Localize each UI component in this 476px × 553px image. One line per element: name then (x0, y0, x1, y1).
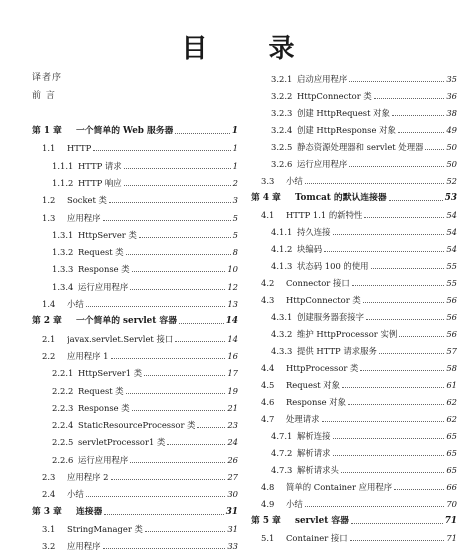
toc-chapter-entry[interactable] (32, 314, 238, 328)
toc-entry-title: 状态码 100 的使用 (297, 261, 369, 271)
toc-page-number: 14 (225, 316, 238, 327)
toc-page-number: 8 (232, 247, 238, 258)
toc-dot-leader (366, 318, 444, 320)
toc-section-entry[interactable] (32, 366, 238, 380)
toc-entry-title: HttpServer 类 (78, 229, 137, 240)
toc-entry-number: 3.2.1 (271, 74, 293, 84)
toc-dot-leader (103, 219, 231, 221)
toc-page-number: 33 (227, 541, 238, 552)
toc-section-entry[interactable] (32, 262, 238, 276)
toc-page-number: 65 (446, 431, 457, 441)
toc-entry-title: StringManager 类 (67, 523, 143, 534)
toc-section-entry[interactable] (32, 384, 238, 398)
toc-entry-title: 维护 HttpProcessor 实例 (297, 329, 398, 339)
page-title: 目 录 (181, 34, 321, 64)
toc-entry-number: 第 1 章 (32, 126, 62, 136)
toc-entry-title: 持久连接 (297, 227, 331, 237)
toc-section-entry[interactable] (32, 228, 238, 242)
toc-dot-leader (348, 403, 444, 405)
toc-section-entry[interactable] (32, 401, 238, 415)
toc-page-number: 71 (444, 516, 457, 526)
toc-entry-number: 1.3.2 (52, 247, 74, 258)
toc-section-entry[interactable] (251, 327, 457, 341)
toc-section-entry[interactable] (32, 245, 238, 259)
toc-entry-number: 1.1.2 (52, 177, 74, 188)
toc-entry-number: 2.4 (42, 489, 56, 500)
toc-page-number: 50 (446, 159, 457, 169)
toc-entry-title: 创建 HttpResponse 对象 (297, 125, 396, 135)
toc-dot-leader (175, 132, 229, 134)
toc-entry-number: 第 2 章 (32, 316, 62, 327)
toc-entry-number: 1.3.3 (52, 264, 74, 275)
toc-page-number: 23 (227, 420, 238, 431)
toc-entry-number: 4.1 (261, 210, 275, 220)
toc-entry-title: 提供 HTTP 请求服务 (297, 346, 377, 356)
toc-entry-number: 4.7.2 (271, 448, 293, 458)
toc-entry-title: Tomcat 的默认连接器 (295, 193, 387, 203)
toc-entry-number: 5.1 (261, 533, 275, 543)
toc-dot-leader (322, 420, 445, 422)
toc-dot-leader (398, 131, 444, 133)
toc-dot-leader (352, 284, 445, 286)
toc-page-number: 36 (446, 91, 457, 101)
toc-section-entry[interactable] (32, 159, 238, 173)
toc-dot-leader (167, 443, 225, 445)
toc-dot-leader (392, 114, 444, 116)
toc-entry-title: 简单的 Container 应用程序 (286, 482, 393, 492)
toc-entry-title: 应用程序 (67, 541, 101, 552)
toc-entry-title: servletProcessor1 类 (78, 437, 166, 448)
toc-entry-number: 4.7.1 (271, 431, 293, 441)
toc-entry-title: 一个简单的 Web 服务器 (76, 126, 174, 136)
toc-section-entry[interactable] (251, 106, 457, 120)
toc-page-number: 61 (446, 380, 457, 390)
toc-page-number: 57 (446, 346, 457, 356)
toc-page-number: 31 (225, 506, 238, 517)
toc-section-entry[interactable] (251, 344, 457, 358)
toc-section-entry[interactable] (32, 176, 238, 190)
toc-entry-title: javax.servlet.Servlet 接口 (67, 333, 174, 344)
toc-entry-title: 小结 (286, 176, 303, 186)
toc-chapter-entry[interactable] (32, 505, 238, 519)
toc-page-number: 56 (446, 295, 457, 305)
toc-entry-title: StaticResourceProcessor 类 (78, 420, 196, 431)
toc-entry-title: Request 类 (78, 247, 124, 258)
toc-dot-leader (144, 374, 225, 376)
toc-section-entry[interactable] (251, 174, 457, 188)
toc-entry-number: 2.2.6 (52, 454, 74, 465)
toc-section-entry[interactable] (251, 429, 457, 443)
toc-section-entry[interactable] (32, 332, 238, 346)
toc-page-number: 56 (446, 329, 457, 339)
toc-page-number: 26 (227, 454, 238, 465)
toc-front-preface[interactable]: 前 言 (32, 91, 56, 101)
toc-entry-title: 创建服务器套接字 (297, 312, 364, 322)
toc-entry-number: 2.2.1 (52, 368, 74, 379)
toc-dot-leader (132, 409, 226, 411)
toc-page-number: 21 (227, 402, 238, 413)
toc-dot-leader (399, 335, 444, 337)
toc-dot-leader (179, 322, 224, 324)
toc-dot-leader (132, 270, 226, 272)
toc-dot-leader (197, 426, 225, 428)
toc-entry-title: Response 对象 (286, 397, 347, 407)
toc-page-number: 17 (227, 368, 238, 379)
toc-section-entry[interactable] (32, 211, 238, 225)
toc-entry-number: 4.3.3 (271, 346, 293, 356)
toc-chapter-entry[interactable] (251, 191, 457, 205)
toc-entry-number: 第 5 章 (251, 516, 281, 526)
toc-page-number: 55 (446, 261, 457, 271)
toc-section-entry[interactable] (32, 141, 238, 155)
toc-dot-leader (379, 352, 444, 354)
toc-entry-number: 3.2 (42, 541, 56, 552)
toc-page-number: 56 (446, 312, 457, 322)
toc-dot-leader (374, 97, 445, 99)
toc-entry-number: 4.9 (261, 499, 275, 509)
toc-section-entry[interactable] (251, 123, 457, 137)
toc-entry-number: 4.2 (261, 278, 275, 288)
toc-section-entry[interactable] (251, 480, 457, 494)
toc-entry-number: 4.7.3 (271, 465, 293, 475)
toc-section-entry[interactable] (32, 522, 238, 536)
toc-section-entry[interactable] (251, 463, 457, 477)
toc-page-number: 24 (227, 437, 238, 448)
toc-section-entry[interactable] (251, 531, 457, 545)
toc-dot-leader (349, 80, 444, 82)
toc-page-number: 65 (446, 465, 457, 475)
toc-page-number: 2 (232, 177, 238, 188)
toc-page-number: 52 (446, 176, 457, 186)
toc-chapter-entry[interactable] (251, 514, 457, 528)
toc-entry-title: HTTP 请求 (78, 160, 122, 171)
toc-dot-leader (103, 547, 226, 549)
toc-entry-number: 第 3 章 (32, 506, 62, 517)
toc-entry-title: 解析连接 (297, 431, 331, 441)
toc-entry-title: 块编码 (297, 244, 323, 254)
toc-entry-number: 3.2.5 (271, 142, 293, 152)
toc-entry-title: HTTP 1.1 的新特性 (286, 210, 363, 220)
toc-entry-title: HttpConnector 类 (286, 295, 361, 305)
toc-section-entry[interactable] (251, 225, 457, 239)
toc-entry-number: 1.3.1 (52, 229, 74, 240)
toc-dot-leader (394, 488, 444, 490)
toc-entry-number: 2.2.3 (52, 402, 74, 413)
toc-dot-leader (341, 471, 444, 473)
toc-dot-leader (360, 369, 444, 371)
toc-entry-number: 4.1.3 (271, 261, 293, 271)
toc-dot-leader (363, 301, 445, 303)
toc-page-number: 53 (444, 193, 457, 203)
toc-entry-title: 运行应用程序 (78, 281, 129, 292)
toc-dot-leader (93, 149, 230, 151)
toc-dot-leader (111, 478, 226, 480)
toc-page-number: 50 (446, 142, 457, 152)
toc-page-number: 54 (446, 244, 457, 254)
toc-page-number: 1 (232, 160, 238, 171)
toc-section-entry[interactable] (251, 242, 457, 256)
toc-entry-number: 4.8 (261, 482, 275, 492)
toc-page-number: 49 (446, 125, 457, 135)
toc-entry-title: HttpProcessor 类 (286, 363, 359, 373)
toc-page-number: 14 (227, 333, 238, 344)
toc-page-number: 54 (446, 210, 457, 220)
toc-section-entry[interactable] (251, 395, 457, 409)
toc-dot-leader (333, 437, 445, 439)
toc-dot-leader (351, 522, 443, 524)
toc-dot-leader (130, 461, 225, 463)
toc-entry-number: 4.3 (261, 295, 275, 305)
toc-entry-title: 连接器 (76, 506, 103, 517)
toc-page-number: 62 (446, 414, 457, 424)
toc-dot-leader (324, 250, 444, 252)
toc-entry-title: HttpServer1 类 (78, 368, 143, 379)
toc-page-number: 70 (446, 499, 457, 509)
toc-section-entry[interactable] (251, 259, 457, 273)
toc-page-number: 35 (446, 74, 457, 84)
toc-dot-leader (350, 539, 445, 541)
toc-page-number: 71 (446, 533, 457, 543)
toc-entry-title: Request 对象 (286, 380, 341, 390)
toc-dot-leader (425, 148, 444, 150)
toc-section-entry[interactable] (251, 446, 457, 460)
toc-entry-title: 解析请求头 (297, 465, 339, 475)
toc-dot-leader (130, 288, 225, 290)
toc-entry-title: 解析请求 (297, 448, 331, 458)
toc-dot-leader (364, 216, 444, 218)
toc-page-number: 65 (446, 448, 457, 458)
toc-entry-number: 3.2.4 (271, 125, 293, 135)
toc-entry-number: 4.4 (261, 363, 275, 373)
toc-entry-title: 静态资源处理器和 servlet 处理器 (297, 142, 424, 152)
toc-dot-leader (333, 454, 445, 456)
toc-section-entry[interactable] (251, 72, 457, 86)
toc-dot-leader (145, 530, 225, 532)
toc-section-entry[interactable] (251, 157, 457, 171)
toc-page-number: 58 (446, 363, 457, 373)
toc-dot-leader (111, 357, 226, 359)
toc-dot-leader (389, 199, 443, 201)
toc-entry-title: Container 接口 (286, 533, 348, 543)
toc-entry-number: 2.2.5 (52, 437, 74, 448)
toc-entry-number: 2.3 (42, 472, 56, 482)
toc-dot-leader (104, 513, 223, 515)
toc-entry-number: 2.2.2 (52, 385, 74, 396)
toc-dot-leader (349, 165, 444, 167)
toc-entry-title: HTTP 响应 (78, 177, 122, 188)
toc-entry-title: Response 类 (78, 402, 130, 413)
toc-section-entry[interactable] (32, 487, 238, 501)
toc-entry-number: 1.1 (42, 143, 56, 154)
toc-section-entry[interactable] (32, 453, 238, 467)
toc-entry-number: 4.1.1 (271, 227, 293, 237)
toc-entry-number: 第 4 章 (251, 193, 281, 203)
toc-page-number: 19 (227, 385, 238, 396)
toc-section-entry[interactable] (251, 89, 457, 103)
toc-dot-leader (124, 184, 231, 186)
toc-dot-leader (109, 201, 231, 203)
toc-dot-leader (333, 233, 445, 235)
toc-dot-leader (175, 340, 225, 342)
toc-entry-title: Socket 类 (67, 195, 107, 206)
toc-entry-number: 4.3.2 (271, 329, 293, 339)
toc-entry-number: 1.1.1 (52, 160, 74, 171)
toc-entry-number: 2.2.4 (52, 420, 74, 431)
toc-page-number: 27 (227, 472, 238, 482)
toc-entry-title: 运行应用程序 (297, 159, 348, 169)
toc-page-number: 55 (446, 278, 457, 288)
toc-entry-title: Response 类 (78, 264, 130, 275)
toc-entry-title: 处理请求 (286, 414, 320, 424)
toc-page-number: 10 (227, 264, 238, 275)
toc-entry-number: 3.1 (42, 523, 56, 534)
toc-page-number: 1 (231, 126, 238, 136)
toc-front-translator-preface[interactable]: 译者序 (32, 73, 63, 83)
toc-entry-number: 3.3 (261, 176, 275, 186)
toc-entry-number: 4.6 (261, 397, 275, 407)
toc-section-entry[interactable] (32, 435, 238, 449)
toc-entry-number: 2.2 (42, 350, 56, 361)
toc-dot-leader (139, 236, 231, 238)
toc-section-entry[interactable] (251, 310, 457, 324)
toc-page-number: 30 (227, 489, 238, 500)
toc-section-entry[interactable] (32, 418, 238, 432)
toc-entry-number: 1.4 (42, 299, 56, 309)
toc-entry-title: 一个简单的 servlet 容器 (76, 316, 178, 327)
toc-entry-number: 3.2.2 (271, 91, 293, 101)
toc-dot-leader (126, 253, 231, 255)
toc-dot-leader (371, 267, 445, 269)
toc-section-entry[interactable] (32, 280, 238, 294)
toc-dot-leader (305, 182, 445, 184)
toc-section-entry[interactable] (251, 293, 457, 307)
toc-page-number: 66 (446, 482, 457, 492)
toc-entry-number: 3.2.3 (271, 108, 293, 118)
toc-section-entry[interactable] (251, 378, 457, 392)
toc-page-number: 38 (446, 108, 457, 118)
toc-dot-leader (126, 392, 226, 394)
toc-entry-title: 应用程序 2 (67, 472, 109, 482)
toc-dot-leader (124, 167, 231, 169)
toc-entry-title: servlet 容器 (295, 516, 349, 526)
toc-entry-title: Request 类 (78, 385, 124, 396)
toc-section-entry[interactable] (251, 497, 457, 511)
toc-section-entry[interactable] (32, 193, 238, 207)
toc-section-entry[interactable] (251, 208, 457, 222)
toc-entry-title: HTTP (67, 143, 92, 154)
toc-entry-number: 1.3.4 (52, 281, 74, 292)
toc-page-number: 3 (232, 195, 238, 206)
toc-page-number: 5 (232, 212, 238, 223)
toc-page-number: 54 (446, 227, 457, 237)
toc-entry-number: 1.2 (42, 195, 56, 206)
toc-entry-title: HttpConnector 类 (297, 91, 372, 101)
toc-entry-number: 4.5 (261, 380, 275, 390)
toc-section-entry[interactable] (32, 297, 238, 311)
toc-page-number: 12 (227, 281, 238, 292)
toc-entry-title: Connector 接口 (286, 278, 350, 288)
toc-entry-title: 小结 (67, 299, 84, 309)
toc-entry-number: 4.1.2 (271, 244, 293, 254)
toc-section-entry[interactable] (32, 349, 238, 363)
toc-section-entry[interactable] (251, 276, 457, 290)
toc-dot-leader (342, 386, 444, 388)
toc-dot-leader (86, 305, 226, 307)
toc-entry-number: 1.3 (42, 212, 56, 223)
toc-entry-number: 2.1 (42, 333, 56, 344)
toc-entry-title: 小结 (286, 499, 303, 509)
toc-dot-leader (305, 505, 445, 507)
toc-entry-title: 应用程序 1 (67, 350, 109, 361)
toc-section-entry[interactable] (251, 412, 457, 426)
toc-section-entry[interactable] (32, 470, 238, 484)
toc-entry-number: 4.7 (261, 414, 275, 424)
toc-dot-leader (86, 495, 226, 497)
toc-page-number: 1 (232, 143, 238, 154)
toc-chapter-entry[interactable] (32, 124, 238, 138)
toc-page-number: 31 (227, 523, 238, 534)
toc-entry-title: 启动应用程序 (297, 74, 348, 84)
toc-section-entry[interactable] (251, 361, 457, 375)
toc-entry-title: 应用程序 (67, 212, 101, 223)
toc-page-number: 16 (227, 350, 238, 361)
toc-section-entry[interactable] (251, 140, 457, 154)
toc-entry-title: 小结 (67, 489, 84, 500)
toc-entry-number: 4.3.1 (271, 312, 293, 322)
toc-page-number: 13 (227, 299, 238, 309)
toc-entry-title: 运行应用程序 (78, 454, 129, 465)
toc-page-number: 5 (232, 229, 238, 240)
toc-page-number: 62 (446, 397, 457, 407)
toc-entry-title: 创建 HttpRequest 对象 (297, 108, 390, 118)
toc-entry-number: 3.2.6 (271, 159, 293, 169)
